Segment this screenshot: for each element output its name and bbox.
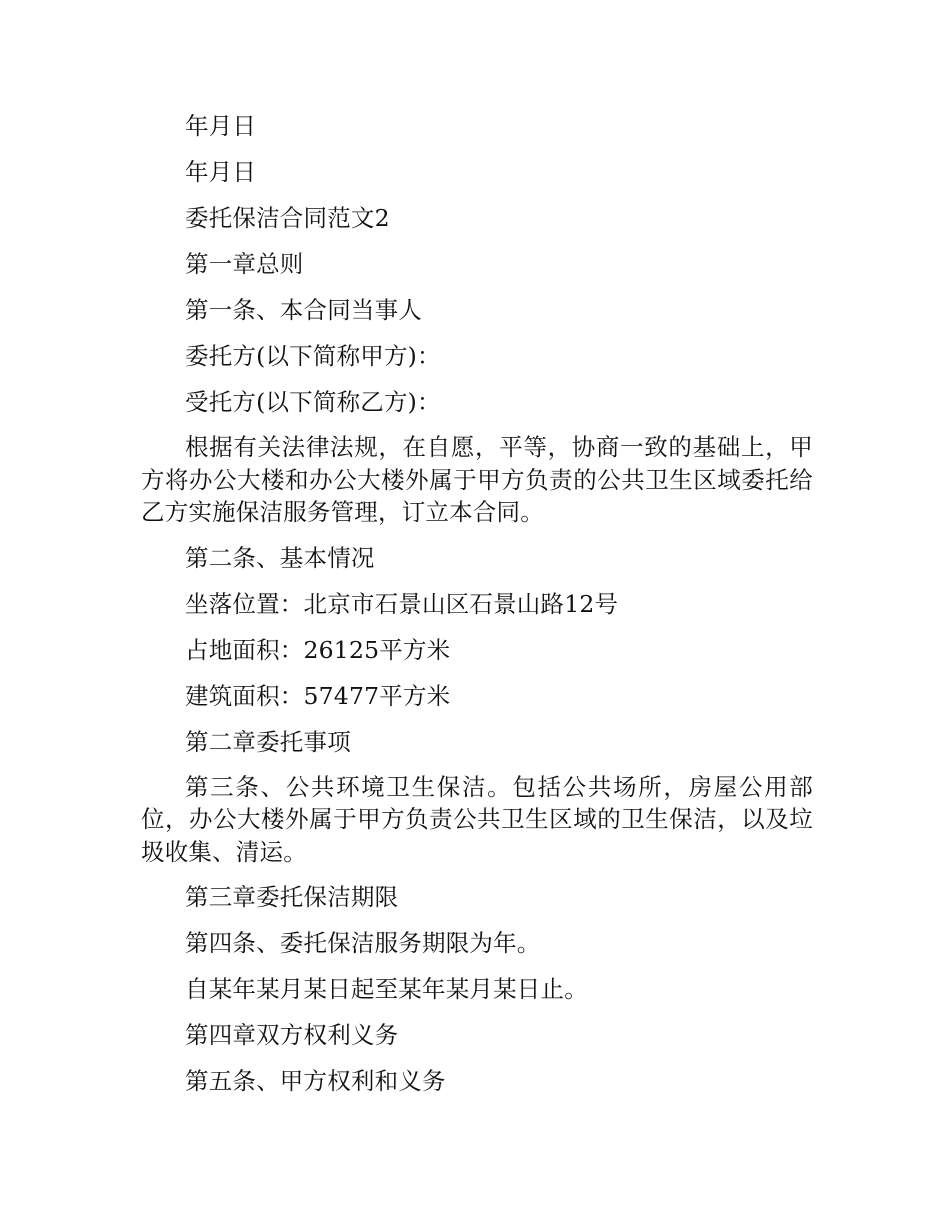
chapter-heading-2: 第二章委托事项 (185, 727, 351, 756)
chapter-heading-4: 第四章双方权利义务 (185, 1021, 399, 1049)
chapter-heading-3: 第三章委托保洁期限 (185, 883, 399, 911)
article-3-paragraph: 第三条、公共环境卫生保洁。包括公共场所，房屋公用部位，办公大楼外属于甲方负责公共卫生区域的卫生保洁，以及垃圾收集、清运。 (141, 772, 813, 866)
term-period-line: 自某年某月某日起至某年某月某日止。 (185, 975, 588, 1003)
article-heading-1: 第一条、本合同当事人 (185, 296, 422, 324)
document-body (141, 109, 813, 1110)
party-a-line: 委托方(以下简称甲方)： (185, 342, 441, 370)
preamble-paragraph: 根据有关法律法规，在自愿，平等，协商一致的基础上，甲方将办公大楼和办公大楼外属于甲方负责的公共卫生区域委托给乙方实施保洁服务管理，订立本合同。 (141, 433, 813, 526)
article-5-line: 第五条、甲方权利和义务 (185, 1067, 446, 1095)
chapter-heading-1: 第一章总则 (185, 250, 304, 278)
location-line: 坐落位置：北京市石景山区石景山路12号 (185, 589, 619, 618)
document-title: 委托保洁合同范文2 (185, 204, 390, 232)
date-line-1: 年月日 (185, 112, 257, 140)
land-area-line: 占地面积：26125平方米 (185, 635, 451, 664)
date-line-2: 年月日 (185, 158, 257, 186)
building-area-line: 建筑面积：57477平方米 (185, 681, 451, 710)
article-4-line: 第四条、委托保洁服务期限为年。 (185, 929, 541, 957)
party-b-line: 受托方(以下简称乙方)： (185, 388, 441, 416)
article-heading-2: 第二条、基本情况 (185, 543, 375, 572)
